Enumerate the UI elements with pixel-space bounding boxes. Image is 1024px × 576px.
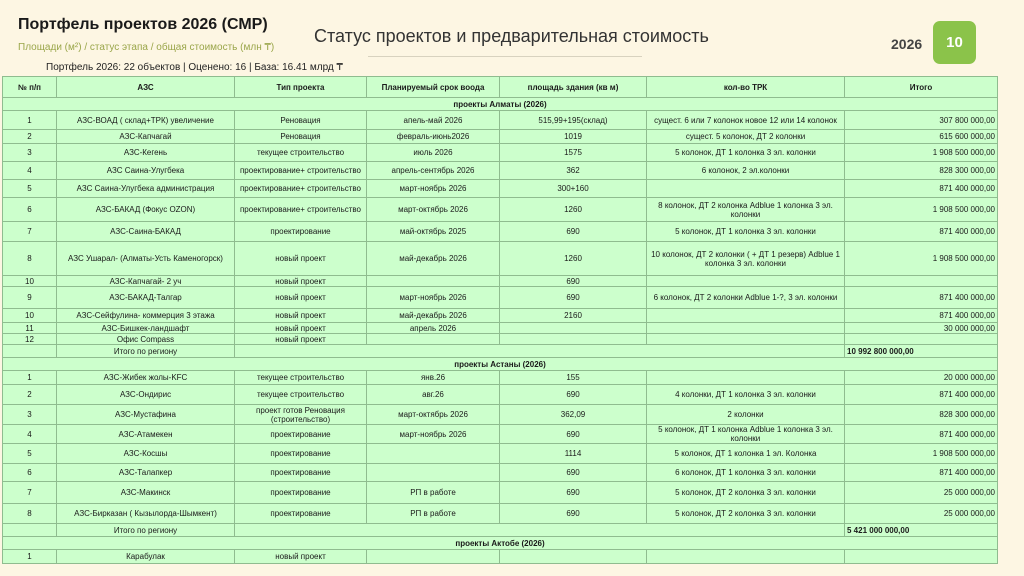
- table-row: [3, 482, 998, 504]
- row-station: АЗС Ушарал- (Алматы-Усть Каменогорск): [57, 242, 235, 276]
- row-station: Карабулак: [57, 550, 235, 564]
- col-header-trk: кол-во ТРК: [647, 77, 845, 98]
- row-station: АЗС-Капчагай: [57, 130, 235, 144]
- row-type: проектирование: [235, 464, 367, 482]
- row-term: май-декабрь 2026: [367, 242, 500, 276]
- table-row: [3, 323, 998, 334]
- table-row: [3, 242, 998, 276]
- row-term: февраль-июнь2026: [367, 130, 500, 144]
- row-trk: [647, 276, 845, 287]
- table-header-row: [3, 77, 998, 98]
- row-station: АЗС-Мустафина: [57, 405, 235, 425]
- row-no: 6: [3, 464, 57, 482]
- row-no: 3: [3, 144, 57, 162]
- row-no: 5: [3, 444, 57, 464]
- row-trk: сущест. 6 или 7 колонок новое 12 или 14 колонок: [647, 111, 845, 130]
- row-term: авг.26: [367, 385, 500, 405]
- table-row: [3, 287, 998, 309]
- row-area: [500, 334, 647, 345]
- row-station: АЗС-Саина-БАКАД: [57, 222, 235, 242]
- row-area: 515,99+195(склад): [500, 111, 647, 130]
- col-header-type: Тип проекта: [235, 77, 367, 98]
- row-trk: [647, 550, 845, 564]
- slide-heading: Статус проектов и предварительная стоимость: [314, 26, 709, 46]
- row-trk: [647, 309, 845, 323]
- row-area: 2160: [500, 309, 647, 323]
- subtotal-value: 5 421 000 000,00: [845, 524, 998, 537]
- row-type: проектирование: [235, 504, 367, 524]
- row-station: АЗС-БАКАД-Талгар: [57, 287, 235, 309]
- row-trk: 5 колонок, ДТ 1 колонка Adblue 1 колонка 3 эл. колонки: [647, 425, 845, 444]
- row-term: март-октябрь 2026: [367, 198, 500, 222]
- row-type: проектирование+ строительство: [235, 162, 367, 180]
- table-row: [3, 180, 998, 198]
- row-type: проектирование+ строительство: [235, 198, 367, 222]
- row-trk: 6 колонок, 2 эл.колонки: [647, 162, 845, 180]
- table-row: [3, 111, 998, 130]
- row-area: 300+160: [500, 180, 647, 198]
- row-station: АЗС Саина-Улугбека: [57, 162, 235, 180]
- row-total: 871 400 000,00: [845, 222, 998, 242]
- row-term: май-октябрь 2025: [367, 222, 500, 242]
- row-area: 690: [500, 287, 647, 309]
- table-row: [3, 371, 998, 385]
- row-total: 871 400 000,00: [845, 464, 998, 482]
- row-trk: 6 колонок, ДТ 2 колонки Adblue 1-?, 3 эл. колонки: [647, 287, 845, 309]
- row-type: проектирование: [235, 482, 367, 504]
- row-trk: 5 колонок, ДТ 2 колонка 3 эл. колонки: [647, 504, 845, 524]
- row-type: текущее строительство: [235, 371, 367, 385]
- row-trk: 10 колонок, ДТ 2 колонки ( + ДТ 1 резерв) Adblue 1 колонка 3 эл. колонки: [647, 242, 845, 276]
- table-row: [3, 162, 998, 180]
- row-term: [367, 444, 500, 464]
- row-no: 9: [3, 287, 57, 309]
- row-trk: сущест. 5 колонок, ДТ 2 колонки: [647, 130, 845, 144]
- row-no: 1: [3, 371, 57, 385]
- row-station: АЗС-Ондирис: [57, 385, 235, 405]
- row-type: новый проект: [235, 334, 367, 345]
- table-row: [3, 425, 998, 444]
- row-trk: 5 колонок, ДТ 1 колонка 3 эл. колонки: [647, 222, 845, 242]
- year-label: 2026: [891, 36, 923, 52]
- projects-table: [2, 76, 998, 564]
- row-total: 20 000 000,00: [845, 371, 998, 385]
- row-no: 3: [3, 405, 57, 425]
- row-station: АЗС-Бирказан ( Кызылорда-Шымкент): [57, 504, 235, 524]
- row-term: янв.26: [367, 371, 500, 385]
- row-no: 2: [3, 130, 57, 144]
- section-title: проекты Актобе (2026): [3, 537, 998, 550]
- row-type: проектирование: [235, 222, 367, 242]
- table-row: [3, 276, 998, 287]
- row-no: 2: [3, 385, 57, 405]
- row-area: 362,09: [500, 405, 647, 425]
- row-no: 6: [3, 198, 57, 222]
- table-row: [3, 464, 998, 482]
- row-term: июль 2026: [367, 144, 500, 162]
- row-type: новый проект: [235, 323, 367, 334]
- subtotal-value: 10 992 800 000,00: [845, 345, 998, 358]
- row-type: новый проект: [235, 550, 367, 564]
- row-no: 10: [3, 276, 57, 287]
- row-area: 690: [500, 504, 647, 524]
- row-total: 828 300 000,00: [845, 405, 998, 425]
- row-no: 1: [3, 550, 57, 564]
- row-term: [367, 276, 500, 287]
- row-area: 690: [500, 464, 647, 482]
- page-number-badge: 10: [933, 21, 976, 64]
- row-area: [500, 323, 647, 334]
- row-term: май-декабрь 2026: [367, 309, 500, 323]
- row-term: РП в работе: [367, 504, 500, 524]
- row-no: 7: [3, 222, 57, 242]
- row-area: 1260: [500, 198, 647, 222]
- page-subtitle: Площади (м²) / статус этапа / общая стоимость (млн ₸): [18, 42, 275, 53]
- section-title: проекты Алматы (2026): [3, 98, 998, 111]
- row-trk: 5 колонок, ДТ 1 колонка 1 эл. Колонка: [647, 444, 845, 464]
- subtotal-label: Итого по региону: [57, 345, 235, 358]
- row-total: 871 400 000,00: [845, 287, 998, 309]
- row-type: Реновация: [235, 130, 367, 144]
- row-no: 11: [3, 323, 57, 334]
- row-term: апель-май 2026: [367, 111, 500, 130]
- row-area: 690: [500, 425, 647, 444]
- row-type: новый проект: [235, 276, 367, 287]
- row-total: 871 400 000,00: [845, 309, 998, 323]
- row-station: АЗС-Сейфулина- коммерция 3 этажа: [57, 309, 235, 323]
- row-type: новый проект: [235, 242, 367, 276]
- row-station: АЗС-Кегень: [57, 144, 235, 162]
- subtotal-spacer: [3, 345, 57, 358]
- row-area: 690: [500, 276, 647, 287]
- row-total: 1 908 500 000,00: [845, 444, 998, 464]
- portfolio-summary: Портфель 2026: 22 объектов | Оценено: 16 | База: 16.41 млрд ₸: [46, 62, 343, 73]
- row-station: АЗС-Капчагай- 2 уч: [57, 276, 235, 287]
- subtotal-label: Итого по региону: [57, 524, 235, 537]
- table-row: [3, 385, 998, 405]
- subtotal-filler: [235, 345, 845, 358]
- row-no: 8: [3, 504, 57, 524]
- table-row: [3, 405, 998, 425]
- subtotal-row: [3, 524, 998, 537]
- row-station: Офис Compass: [57, 334, 235, 345]
- row-total: [845, 550, 998, 564]
- row-trk: 2 колонки: [647, 405, 845, 425]
- row-area: 1019: [500, 130, 647, 144]
- section-header-row: [3, 358, 998, 371]
- row-station: АЗС-Макинск: [57, 482, 235, 504]
- row-station: АЗС-Талапкер: [57, 464, 235, 482]
- col-header-no: № п/п: [3, 77, 57, 98]
- row-station: АЗС-ВОАД ( склад+ТРК) увеличение: [57, 111, 235, 130]
- row-area: 690: [500, 385, 647, 405]
- row-type: текущее строительство: [235, 144, 367, 162]
- row-total: 307 800 000,00: [845, 111, 998, 130]
- row-area: 690: [500, 222, 647, 242]
- row-term: апрель 2026: [367, 323, 500, 334]
- row-trk: [647, 323, 845, 334]
- row-type: проектирование: [235, 444, 367, 464]
- row-type: проектирование+ строительство: [235, 180, 367, 198]
- col-header-station: АЗС: [57, 77, 235, 98]
- row-total: 615 600 000,00: [845, 130, 998, 144]
- row-term: [367, 550, 500, 564]
- row-total: 1 908 500 000,00: [845, 144, 998, 162]
- row-total: 828 300 000,00: [845, 162, 998, 180]
- row-term: [367, 334, 500, 345]
- row-trk: 4 колонки, ДТ 1 колонка 3 эл. колонки: [647, 385, 845, 405]
- row-area: 1114: [500, 444, 647, 464]
- row-station: АЗС-Косшы: [57, 444, 235, 464]
- row-area: 155: [500, 371, 647, 385]
- row-station: АЗС-БАКАД (Фокус OZON): [57, 198, 235, 222]
- row-type: новый проект: [235, 309, 367, 323]
- table-row: [3, 144, 998, 162]
- row-station: АЗС-Атамекен: [57, 425, 235, 444]
- row-station: АЗС Саина-Улугбека администрация: [57, 180, 235, 198]
- row-term: март-ноябрь 2026: [367, 287, 500, 309]
- section-header-row: [3, 98, 998, 111]
- row-total: [845, 334, 998, 345]
- row-total: 30 000 000,00: [845, 323, 998, 334]
- row-type: текущее строительство: [235, 385, 367, 405]
- table-row: [3, 334, 998, 345]
- row-term: март-ноябрь 2026: [367, 180, 500, 198]
- heading-divider: [368, 56, 642, 57]
- row-area: 1575: [500, 144, 647, 162]
- row-term: март-октябрь 2026: [367, 405, 500, 425]
- row-no: 7: [3, 482, 57, 504]
- row-type: Реновация: [235, 111, 367, 130]
- row-term: РП в работе: [367, 482, 500, 504]
- row-term: [367, 464, 500, 482]
- row-total: 25 000 000,00: [845, 504, 998, 524]
- subtotal-row: [3, 345, 998, 358]
- row-trk: [647, 180, 845, 198]
- table-row: [3, 550, 998, 564]
- row-total: 871 400 000,00: [845, 180, 998, 198]
- section-header-row: [3, 537, 998, 550]
- row-no: 4: [3, 162, 57, 180]
- row-no: 12: [3, 334, 57, 345]
- row-no: 5: [3, 180, 57, 198]
- subtotal-filler: [235, 524, 845, 537]
- row-total: 1 908 500 000,00: [845, 198, 998, 222]
- row-total: 25 000 000,00: [845, 482, 998, 504]
- section-title: проекты Астаны (2026): [3, 358, 998, 371]
- row-area: [500, 550, 647, 564]
- col-header-term: Планируемый срок воода: [367, 77, 500, 98]
- row-trk: 6 колонок, ДТ 1 колонка 3 эл. колонки: [647, 464, 845, 482]
- row-area: 362: [500, 162, 647, 180]
- table-row: [3, 504, 998, 524]
- row-no: 10: [3, 309, 57, 323]
- row-total: 1 908 500 000,00: [845, 242, 998, 276]
- row-trk: 5 колонок, ДТ 2 колонка 3 эл. колонки: [647, 482, 845, 504]
- table-row: [3, 444, 998, 464]
- table-row: [3, 130, 998, 144]
- row-area: 1260: [500, 242, 647, 276]
- row-trk: 5 колонок, ДТ 1 колонка 3 эл. колонки: [647, 144, 845, 162]
- row-type: проект готов Реновация (строительство): [235, 405, 367, 425]
- row-no: 4: [3, 425, 57, 444]
- row-station: АЗС-Бишкек-ландшафт: [57, 323, 235, 334]
- row-trk: 8 колонок, ДТ 2 колонка Adblue 1 колонка 3 эл. колонки: [647, 198, 845, 222]
- col-header-total: Итого: [845, 77, 998, 98]
- row-no: 1: [3, 111, 57, 130]
- row-no: 8: [3, 242, 57, 276]
- subtotal-spacer: [3, 524, 57, 537]
- row-total: 871 400 000,00: [845, 425, 998, 444]
- table-row: [3, 222, 998, 242]
- col-header-area: площадь здания (кв м): [500, 77, 647, 98]
- table-row: [3, 309, 998, 323]
- row-term: апрель-сентябрь 2026: [367, 162, 500, 180]
- row-station: АЗС-Жибек жолы-KFC: [57, 371, 235, 385]
- row-type: новый проект: [235, 287, 367, 309]
- page-title: Портфель проектов 2026 (СМР): [18, 16, 268, 33]
- row-trk: [647, 334, 845, 345]
- table-row: [3, 198, 998, 222]
- row-term: март-ноябрь 2026: [367, 425, 500, 444]
- row-area: 690: [500, 482, 647, 504]
- row-total: [845, 276, 998, 287]
- row-type: проектирование: [235, 425, 367, 444]
- row-total: 871 400 000,00: [845, 385, 998, 405]
- row-trk: [647, 371, 845, 385]
